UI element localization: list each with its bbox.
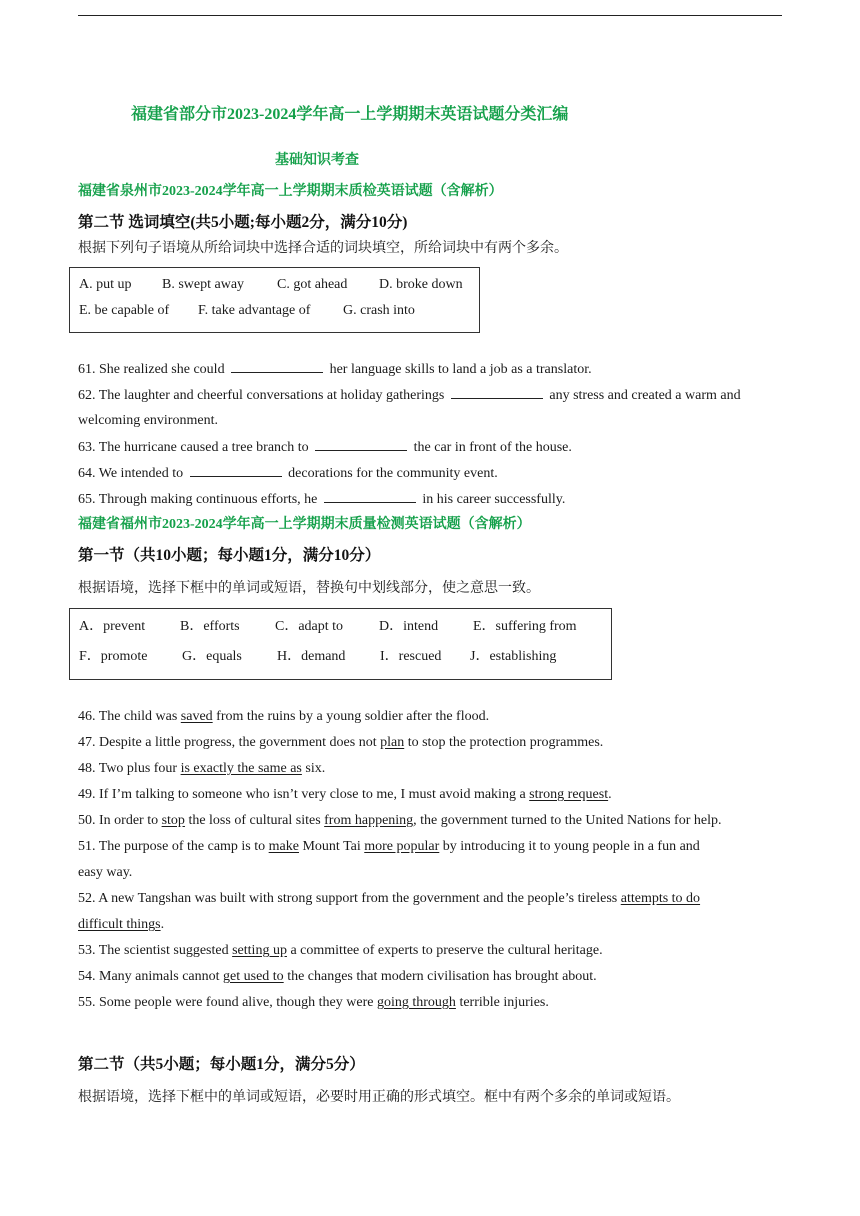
- option-i: I．rescued: [380, 649, 442, 664]
- option-d: D．intend: [379, 619, 439, 634]
- option-f: F. take advantage of: [198, 303, 311, 318]
- answer-blank: [231, 360, 323, 373]
- underlined-phrase: setting up: [232, 943, 287, 958]
- option-g: G. crash into: [343, 303, 415, 318]
- option-e: E. be capable of: [79, 303, 170, 318]
- question-62-continued: welcoming environment.: [78, 413, 218, 428]
- answer-blank: [451, 386, 543, 399]
- answer-blank: [315, 438, 407, 451]
- option-j: J．establishing: [470, 649, 557, 664]
- instruction-quanzhou: 根据下列句子语境从所给词块中选择合适的词块填空，所给词块中有两个多余。: [78, 241, 568, 256]
- answer-blank: [324, 490, 416, 503]
- option-h: H．demand: [277, 649, 346, 664]
- underlined-phrase: difficult things: [78, 917, 161, 932]
- underlined-phrase: plan: [380, 735, 405, 750]
- question-63: 63. The hurricane caused a tree branch to the car in front of the house.: [78, 440, 572, 455]
- option-c: C．adapt to: [275, 619, 344, 634]
- question-62: 62. The laughter and cheerful conversations at holiday gatherings any stress and created a warm and: [78, 388, 741, 403]
- source-heading-quanzhou: 福建省泉州市2023-2024学年高一上学期期末质检英语试题（含解析）: [78, 184, 503, 199]
- underlined-phrase: attempts to do: [620, 891, 701, 906]
- sentence-54: 54. Many animals cannot get used to the changes that modern civilisation has brought about.: [78, 969, 597, 984]
- sentence-47: 47. Despite a little progress, the government does not plan to stop the protection programmes.: [78, 735, 604, 750]
- underlined-phrase: from happening: [324, 813, 414, 828]
- question-65: 65. Through making continuous efforts, he in his career successfully.: [78, 492, 566, 507]
- word-bank-box-fuzhou: [69, 608, 612, 680]
- header-rule: [78, 15, 782, 16]
- underlined-phrase: make: [268, 839, 299, 854]
- option-d: D. broke down: [379, 277, 463, 292]
- sentence-55: 55. Some people were found alive, though they were going through terrible injuries.: [78, 995, 549, 1010]
- underlined-phrase: get used to: [223, 969, 284, 984]
- section-title-quanzhou: 第二节 选词填空(共5小题;每小题2分，满分10分): [78, 214, 408, 231]
- sentence-49: 49. If I’m talking to someone who isn’t very close to me, I must avoid making a strong request.: [78, 787, 612, 802]
- underlined-phrase: going through: [376, 995, 456, 1010]
- question-64: 64. We intended to decorations for the community event.: [78, 466, 498, 481]
- sentence-51: 51. The purpose of the camp is to make Mount Tai more popular by introducing it to young people in a fun and: [78, 839, 700, 854]
- option-e: E．suffering from: [473, 619, 577, 634]
- option-g: G．equals: [182, 649, 242, 664]
- option-a: A．prevent: [79, 619, 146, 634]
- option-c: C. got ahead: [277, 277, 348, 292]
- underlined-phrase: is exactly the same as: [180, 761, 302, 776]
- underlined-phrase: saved: [180, 709, 213, 724]
- sentence-52-continued: difficult things.: [78, 917, 165, 932]
- option-f: F．promote: [79, 649, 148, 664]
- answer-blank: [190, 464, 282, 477]
- underlined-phrase: strong request: [529, 787, 609, 802]
- sentence-53: 53. The scientist suggested setting up a committee of experts to preserve the cultural heritage.: [78, 943, 603, 958]
- source-heading-fuzhou: 福建省福州市2023-2024学年高一上学期期末质量检测英语试题（含解析）: [78, 517, 531, 532]
- sentence-48: 48. Two plus four is exactly the same as six.: [78, 761, 326, 776]
- option-b: B．efforts: [180, 619, 240, 634]
- sentence-46: 46. The child was saved from the ruins by a young soldier after the flood.: [78, 709, 490, 724]
- underlined-phrase: stop: [161, 813, 185, 828]
- option-b: B. swept away: [162, 277, 245, 292]
- document-title: 福建省部分市2023-2024学年高一上学期期末英语试题分类汇编: [131, 106, 569, 123]
- instruction-fuzhou: 根据语境，选择下框中的单词或短语，替换句中划线部分，使之意思一致。: [78, 581, 540, 596]
- sentence-50: 50. In order to stop the loss of cultural sites from happening, the government turned to the United Nations for help.: [78, 813, 722, 828]
- section-title-fuzhou-2: 第二节（共5小题；每小题1分，满分5分）: [78, 1056, 365, 1073]
- section-title-fuzhou: 第一节（共10小题；每小题1分，满分10分）: [78, 547, 381, 564]
- question-61: 61. She realized she could her language skills to land a job as a translator.: [78, 362, 592, 377]
- document-subtitle: 基础知识考查: [275, 153, 359, 168]
- instruction-fuzhou-2: 根据语境，选择下框中的单词或短语，必要时用正确的形式填空。框中有两个多余的单词或短语。: [78, 1090, 680, 1105]
- sentence-52: 52. A new Tangshan was built with strong support from the government and the people’s tireless attempts to do: [78, 891, 701, 906]
- sentence-51-continued: easy way.: [78, 865, 133, 880]
- underlined-phrase: more popular: [364, 839, 440, 854]
- option-a: A. put up: [79, 277, 132, 292]
- word-bank-box-quanzhou: [69, 267, 480, 333]
